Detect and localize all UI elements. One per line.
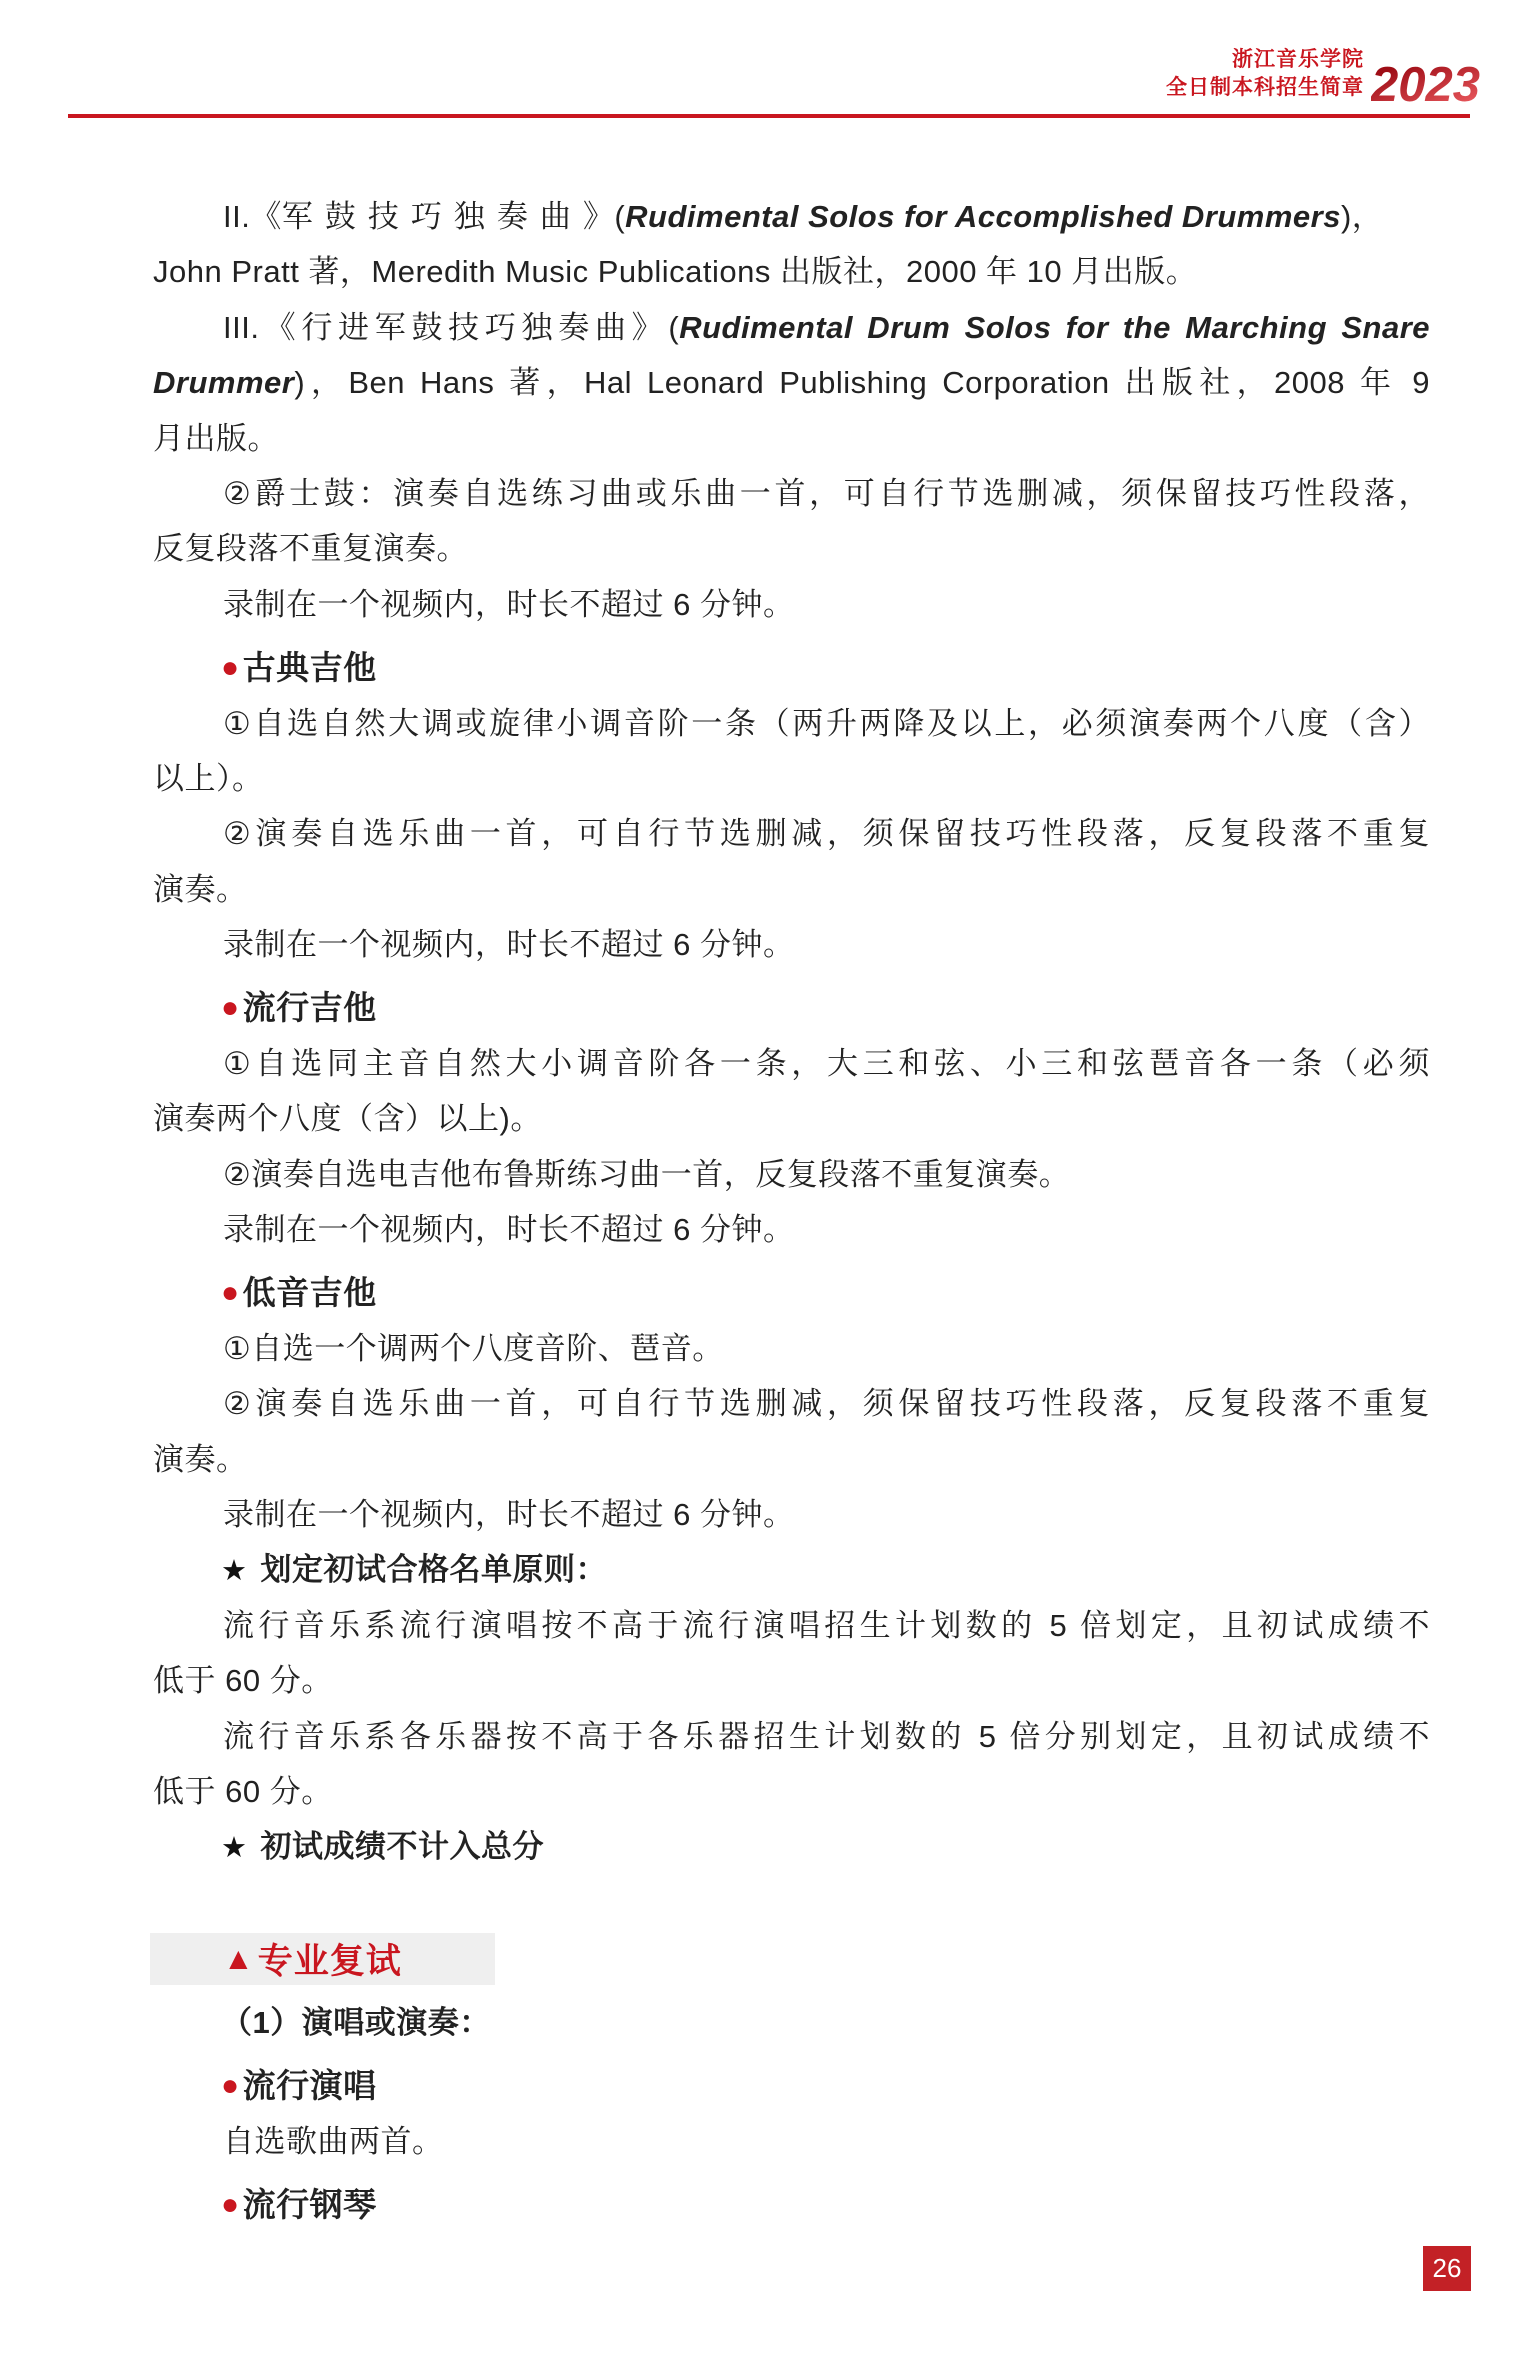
star-note <box>153 1542 1430 1597</box>
body-text: 低于 60 分。 <box>153 1663 333 1699</box>
header-title-block <box>1166 46 1364 102</box>
english-title-text: Rudimental Solos for Accomplished Drummers <box>625 199 1341 234</box>
body-text: 低于 60 分。 <box>153 1773 333 1809</box>
text-line <box>153 1202 1430 1257</box>
body-text: （1）演唱或演奏： <box>221 2004 491 2040</box>
star-icon: ★ <box>221 1832 248 1865</box>
body-text: 》( <box>582 199 626 234</box>
star-note-label: 划定初试合格名单原则： <box>260 1552 607 1588</box>
section-heading-label: 流行钢琴 <box>242 2185 377 2223</box>
text-line <box>153 1091 1430 1146</box>
body-text: III.《行进军鼓技巧独奏曲》( <box>223 309 680 345</box>
retest-section-label: 专业复试 <box>257 1941 402 1981</box>
section-heading-label: 低音吉他 <box>242 1274 377 1312</box>
star-note <box>153 1819 1430 1874</box>
section-heading <box>153 2058 1430 2113</box>
header-brochure-title: 全日制本科招生简章 <box>1165 76 1364 99</box>
section-heading-label: 流行演唱 <box>242 2067 377 2105</box>
body-text: 演奏两个八度（含）以上)。 <box>153 1101 542 1137</box>
section-heading <box>153 640 1430 695</box>
text-line <box>153 577 1430 632</box>
header-year: 2023 <box>1370 58 1480 112</box>
text-line <box>153 1764 1430 1819</box>
text-line <box>153 1321 1430 1376</box>
body-text: 以上）。 <box>153 760 264 796</box>
text-line <box>153 1432 1430 1487</box>
text-line <box>153 751 1430 806</box>
section-heading <box>153 2177 1430 2232</box>
body-text: ②演奏自选乐曲一首，可自行节选删减，须保留技巧性段落，反复段落不重复 <box>223 816 1430 852</box>
text-line <box>153 1147 1430 1202</box>
bullet-icon: ● <box>221 2187 240 2221</box>
text-line <box>153 466 1430 521</box>
text-line <box>153 917 1430 972</box>
english-title-text: Rudimental Drum Solos for the Marching Snare <box>679 309 1431 345</box>
text-line <box>153 696 1430 751</box>
body-text: ①自选自然大调或旋律小调音阶一条（两升两降及以上，必须演奏两个八度（含） <box>223 705 1430 741</box>
english-title-text: Drummer <box>153 365 295 401</box>
page-number-badge: 26 <box>1423 2246 1471 2291</box>
body-text: ②演奏自选乐曲一首，可自行节选删减，须保留技巧性段落，反复段落不重复 <box>223 1386 1430 1422</box>
star-icon: ★ <box>221 1555 248 1588</box>
bullet-icon: ● <box>221 1276 240 1310</box>
body-text: 月出版。 <box>153 420 279 456</box>
text-line <box>153 2114 1430 2169</box>
body-text: 录制在一个视频内，时长不超过 6 分钟。 <box>223 586 795 622</box>
body-text: ②演奏自选电吉他布鲁斯练习曲一首，反复段落不重复演奏。 <box>223 1156 1071 1192</box>
body-text: 演奏。 <box>153 871 248 907</box>
header-school-name: 浙江音乐学院 <box>1231 48 1364 71</box>
star-note-label: 初试成绩不计入总分 <box>260 1829 544 1865</box>
body-text: 录制在一个视频内，时长不超过 6 分钟。 <box>223 1496 795 1532</box>
text-line <box>153 300 1430 355</box>
subsection-heading <box>153 1995 1430 2050</box>
bullet-icon: ● <box>221 991 240 1025</box>
text-line <box>153 189 1430 244</box>
body-text: ②爵士鼓：演奏自选练习曲或乐曲一首，可自行节选删减，须保留技巧性段落， <box>223 475 1430 511</box>
text-line <box>153 521 1430 576</box>
body-text: John Pratt 著，Meredith Music Publications 出版社，2000 年 10 月出版。 <box>153 254 1198 290</box>
bullet-icon: ● <box>221 2069 240 2103</box>
text-line <box>153 411 1430 466</box>
body-text: 录制在一个视频内，时长不超过 6 分钟。 <box>223 1212 795 1248</box>
text-line <box>153 244 1430 299</box>
text-line <box>153 1709 1430 1764</box>
bullet-icon: ● <box>221 651 240 685</box>
body-text: 军鼓技巧独奏曲 <box>281 199 583 234</box>
text-line <box>153 862 1430 917</box>
body-text: II.《 <box>223 199 282 234</box>
text-line <box>153 1598 1430 1653</box>
body-text: ①自选同主音自然大小调音阶各一条，大三和弦、小三和弦琶音各一条（必须 <box>223 1045 1430 1081</box>
section-heading-label: 古典吉他 <box>242 649 377 687</box>
triangle-icon: ▲ <box>223 1940 255 1976</box>
section-heading <box>153 980 1430 1035</box>
body-text: )， <box>1340 199 1384 234</box>
page-header <box>1165 46 1480 112</box>
text-line <box>153 1036 1430 1091</box>
body-text: 流行音乐系各乐器按不高于各乐器招生计划数的 5 倍分别划定，且初试成绩不 <box>223 1718 1430 1754</box>
text-line <box>153 1653 1430 1708</box>
text-line <box>153 1487 1430 1542</box>
body-text: 演奏。 <box>153 1441 248 1477</box>
header-divider-rule <box>68 114 1470 118</box>
body-text: 流行音乐系流行演唱按不高于流行演唱招生计划数的 5 倍划定，且初试成绩不 <box>223 1607 1430 1643</box>
body-text: 反复段落不重复演奏。 <box>153 531 468 567</box>
text-line <box>153 1376 1430 1431</box>
section-heading <box>153 1265 1430 1320</box>
text-line <box>153 355 1430 410</box>
body-text: 自选歌曲两首。 <box>223 2123 444 2159</box>
body-text: 录制在一个视频内，时长不超过 6 分钟。 <box>223 927 795 963</box>
retest-section-banner <box>150 1933 495 1985</box>
section-heading-label: 流行吉他 <box>242 989 377 1027</box>
text-line <box>153 806 1430 861</box>
body-text: ①自选一个调两个八度音阶、琶音。 <box>223 1330 724 1366</box>
document-body <box>153 189 1430 2232</box>
body-text: )，Ben Hans 著，Hal Leonard Publishing Corporation 出版社，2008 年 9 <box>294 365 1430 401</box>
